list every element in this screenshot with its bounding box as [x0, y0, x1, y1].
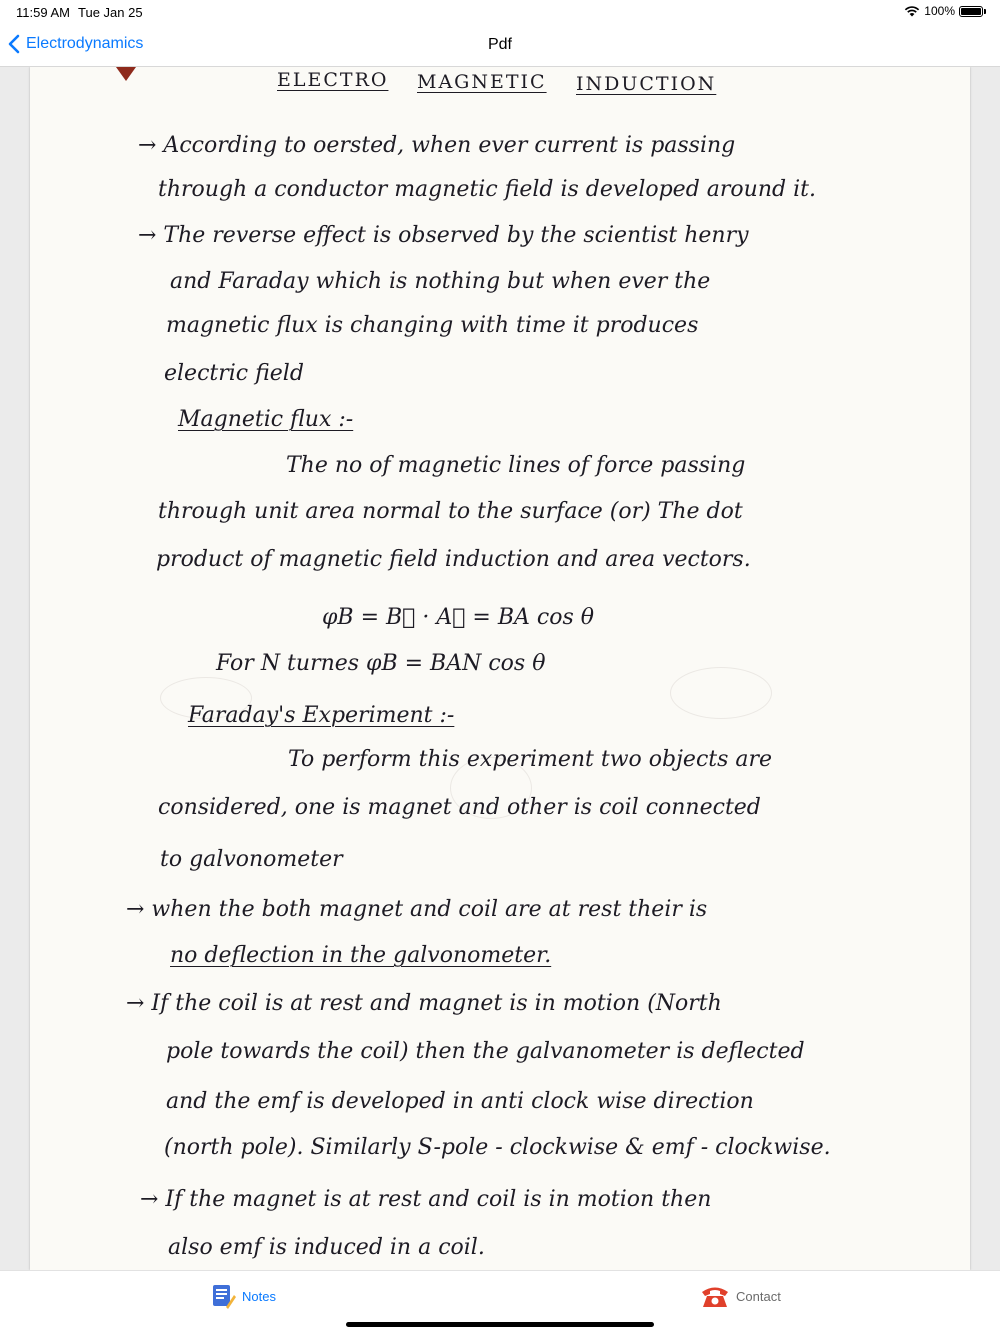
battery-icon — [959, 6, 983, 17]
tab-notes[interactable] — [210, 1283, 276, 1309]
doc-formula: For N turnes φB = BAN cos θ — [216, 651, 546, 676]
wifi-icon — [904, 5, 920, 17]
doc-title-word-1: ELECTRO — [277, 69, 389, 91]
doc-heading: Faraday's Experiment :- — [188, 703, 455, 728]
back-label: Electrodynamics — [26, 35, 144, 52]
doc-line: → According to oersted, when ever current is passing — [138, 133, 736, 158]
doc-line: also emf is induced in a coil. — [168, 1235, 485, 1260]
doc-line: pole towards the coil) then the galvanometer is deflected — [166, 1039, 805, 1064]
status-indicators — [904, 4, 986, 18]
doc-line: to galvonometer — [160, 847, 343, 872]
doc-line: electric field — [164, 361, 304, 386]
doc-line: no deflection in the galvonometer. — [170, 943, 552, 968]
battery-percent: 100% — [924, 4, 955, 18]
doc-line: magnetic flux is changing with time it produces — [166, 313, 699, 338]
notes-icon — [210, 1283, 236, 1309]
doc-line: product of magnetic field induction and area vectors. — [156, 547, 751, 572]
doc-line: The no of magnetic lines of force passing — [286, 453, 746, 478]
doc-formula: φB = B⃗ · A⃗ = BA cos θ — [322, 605, 594, 630]
status-date: Tue Jan 25 — [78, 5, 143, 20]
telephone-icon — [700, 1283, 730, 1309]
doc-line: through unit area normal to the surface (or) The dot — [158, 499, 743, 524]
doc-line: → If the coil is at rest and magnet is in motion (North — [126, 991, 722, 1016]
home-indicator — [346, 1322, 654, 1327]
doc-line: → The reverse effect is observed by the scientist henry — [138, 223, 749, 248]
status-bar — [0, 0, 1000, 24]
doc-line: To perform this experiment two objects are — [288, 747, 773, 772]
pdf-page — [30, 67, 970, 1270]
doc-title-word-2: MAGNETIC — [417, 71, 547, 93]
doc-line: considered, one is magnet and other is coil connected — [158, 795, 761, 820]
bookmark-marker — [116, 67, 136, 81]
doc-line: (north pole). Similarly S-pole - clockwise & emf - clockwise. — [164, 1135, 831, 1160]
tab-contact[interactable] — [700, 1283, 781, 1309]
battery-tip — [984, 9, 986, 14]
doc-heading: Magnetic flux :- — [178, 407, 354, 432]
doc-line: → If the magnet is at rest and coil is in motion then — [140, 1187, 712, 1212]
doc-line: → when the both magnet and coil are at rest their is — [126, 897, 708, 922]
doc-line: and Faraday which is nothing but when ever the — [170, 269, 711, 294]
page-title: Pdf — [487, 36, 512, 53]
pdf-viewer[interactable] — [0, 67, 1000, 1270]
tab-notes-label: Notes — [242, 1288, 276, 1304]
doc-line: and the emf is developed in anti clock wise direction — [166, 1089, 754, 1114]
tab-contact-label: Contact — [736, 1288, 781, 1304]
navigation-bar — [0, 26, 1000, 67]
doc-line: through a conductor magnetic field is developed around it. — [158, 177, 816, 202]
status-time: 11:59 AM — [16, 5, 70, 20]
doc-title-word-3: INDUCTION — [576, 73, 717, 95]
